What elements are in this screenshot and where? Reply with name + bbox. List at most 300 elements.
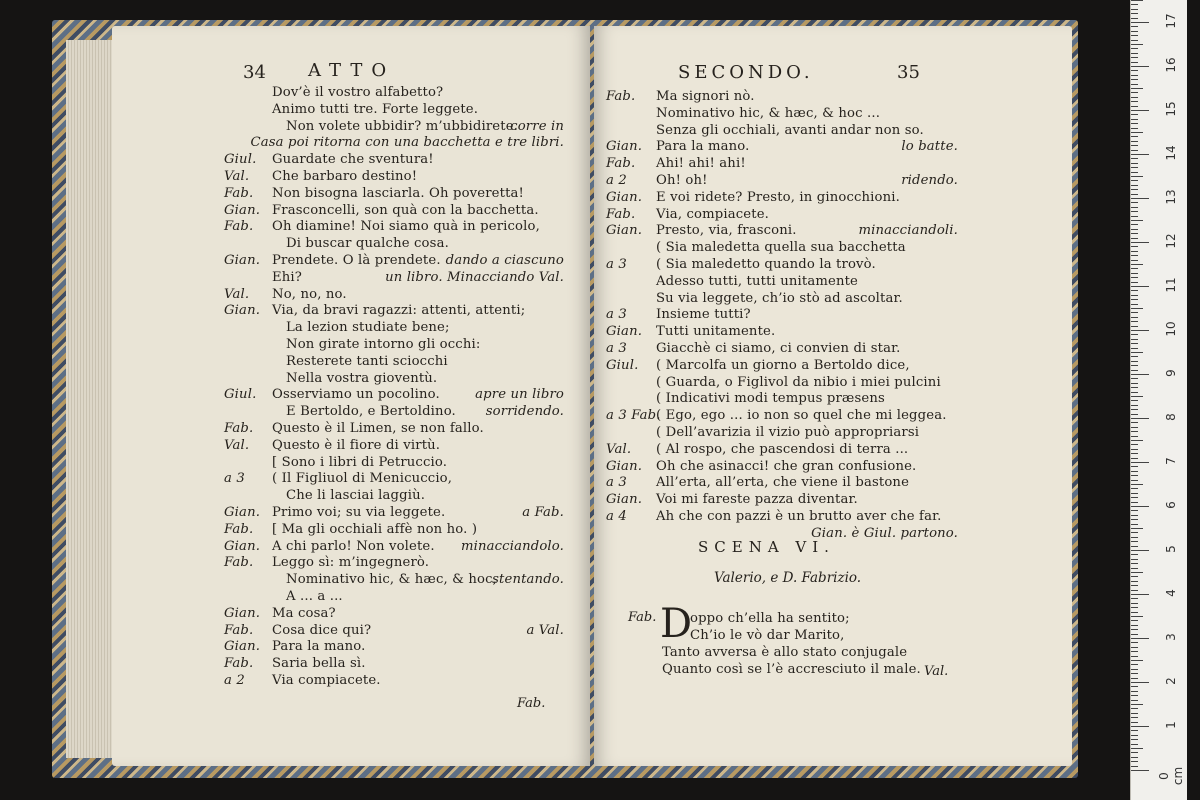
ruler-minor-tick bbox=[1131, 246, 1138, 247]
ruler-minor-tick bbox=[1131, 766, 1138, 767]
ruler-tick bbox=[1131, 462, 1149, 463]
ruler-minor-tick bbox=[1131, 493, 1138, 494]
ruler-minor-tick bbox=[1131, 691, 1138, 692]
verse-line: oppo ch’ella ha sentito; bbox=[690, 611, 850, 626]
ruler-minor-tick bbox=[1131, 409, 1138, 410]
ruler-minor-tick bbox=[1131, 84, 1138, 85]
ruler-minor-tick bbox=[1131, 35, 1138, 36]
speaker-label: Fab. bbox=[606, 206, 636, 222]
ruler-tick bbox=[1131, 682, 1149, 683]
ruler-tick bbox=[1131, 154, 1149, 155]
dialogue-text: Oh che asinacci! che gran confusione. bbox=[656, 458, 917, 474]
ruler-minor-tick bbox=[1131, 172, 1138, 173]
stage-direction: un libro. Minacciando Val. bbox=[385, 269, 564, 285]
ruler-tick bbox=[1131, 770, 1149, 771]
ruler-minor-tick bbox=[1131, 664, 1138, 665]
ruler-minor-tick bbox=[1131, 339, 1138, 340]
dialogue-text: A ... a ... bbox=[286, 589, 343, 604]
ruler-minor-tick bbox=[1131, 268, 1138, 269]
speaker-label: Val. bbox=[606, 441, 632, 457]
dialogue-text: A chi parlo! Non volete. bbox=[272, 538, 435, 554]
ruler-minor-tick bbox=[1131, 141, 1138, 142]
ruler-tick bbox=[1131, 22, 1149, 23]
ruler-minor-tick bbox=[1131, 673, 1138, 674]
ruler-minor-tick bbox=[1131, 150, 1138, 151]
ruler-minor-tick bbox=[1131, 559, 1138, 560]
ruler-minor-tick bbox=[1131, 44, 1143, 45]
dialogue-text: Voi mi fareste pazza diventar. bbox=[656, 492, 858, 508]
dialogue-text: Prendete. O là prendete. bbox=[272, 253, 441, 268]
ruler-minor-tick bbox=[1131, 255, 1138, 256]
verse-line: Ch’io le vò dar Marito, bbox=[690, 628, 845, 643]
ruler-label: 16 bbox=[1164, 57, 1178, 73]
ruler-minor-tick bbox=[1131, 158, 1138, 159]
ruler-minor-tick bbox=[1131, 312, 1138, 313]
speaker-label: Giul. bbox=[224, 152, 257, 168]
left-page-number: 34 bbox=[243, 62, 266, 83]
verse-line: Quanto così se l’è accresciuto il male. bbox=[662, 662, 921, 677]
ruler-tick bbox=[1131, 638, 1149, 639]
ruler-minor-tick bbox=[1131, 79, 1138, 80]
ruler-minor-tick bbox=[1131, 123, 1138, 124]
ruler-minor-tick bbox=[1131, 625, 1138, 626]
speaker-label: Gian. bbox=[224, 253, 261, 268]
speaker-label: a 2 bbox=[606, 173, 627, 188]
dialogue-text: Para la mano. bbox=[272, 639, 366, 655]
ruler-minor-tick bbox=[1131, 348, 1138, 349]
ruler-label: 3 bbox=[1164, 633, 1178, 641]
stage-direction: minacciandolo. bbox=[460, 538, 564, 554]
speaker-label: Val. bbox=[224, 169, 250, 184]
ruler-minor-tick bbox=[1131, 238, 1138, 239]
speaker-label: a 4 bbox=[606, 509, 627, 524]
speaker-label: Fab. bbox=[224, 185, 254, 201]
ruler-minor-tick bbox=[1131, 57, 1138, 58]
dialogue-text: [ Sono i libri di Petruccio. bbox=[272, 454, 448, 470]
ruler-minor-tick bbox=[1131, 572, 1143, 573]
ruler-minor-tick bbox=[1131, 75, 1138, 76]
stage-direction: stentando. bbox=[492, 572, 564, 588]
ruler-minor-tick bbox=[1131, 88, 1143, 89]
ruler-minor-tick bbox=[1131, 295, 1138, 296]
dialogue-text: Che barbaro destino! bbox=[272, 169, 418, 184]
left-catchword: Fab. bbox=[517, 696, 546, 711]
ruler-minor-tick bbox=[1131, 299, 1138, 300]
verse-speaker: Fab. bbox=[628, 610, 657, 625]
ruler-minor-tick bbox=[1131, 678, 1138, 679]
ruler-minor-tick bbox=[1131, 480, 1138, 481]
ruler-minor-tick bbox=[1131, 211, 1138, 212]
right-catchword: Val. bbox=[924, 664, 949, 679]
drop-cap: D bbox=[660, 601, 693, 647]
ruler-minor-tick bbox=[1131, 207, 1138, 208]
ruler-minor-tick bbox=[1131, 92, 1138, 93]
left-text-block bbox=[224, 26, 564, 766]
ruler-minor-tick bbox=[1131, 304, 1138, 305]
dialogue-text: All’erta, all’erta, che viene il bastone bbox=[656, 475, 910, 491]
dialogue-text: E Bertoldo, e Bertoldino. bbox=[286, 404, 456, 420]
ruler-minor-tick bbox=[1131, 167, 1138, 168]
scene-characters: Valerio, e D. Fabrizio. bbox=[714, 570, 862, 586]
ruler-minor-tick bbox=[1131, 101, 1138, 102]
ruler-minor-tick bbox=[1131, 216, 1138, 217]
ruler-minor-tick bbox=[1131, 713, 1138, 714]
ruler-minor-tick bbox=[1131, 757, 1138, 758]
ruler-tick bbox=[1131, 286, 1149, 287]
ruler-minor-tick bbox=[1131, 260, 1138, 261]
ruler-minor-tick bbox=[1131, 431, 1138, 432]
dialogue-text: Di buscar qualche cosa. bbox=[286, 236, 449, 252]
dialogue-text: ( Dell’avarizia il vizio può appropriarsi bbox=[656, 425, 920, 440]
speaker-label: Gian. bbox=[224, 202, 261, 218]
ruler-minor-tick bbox=[1131, 524, 1138, 525]
dialogue-text: Questo è il fiore di virtù. bbox=[272, 437, 441, 453]
ruler-minor-tick bbox=[1131, 484, 1143, 485]
stage-direction: a Fab. bbox=[522, 505, 564, 520]
dialogue-text: ( Al rospo, che pascendosi di terra ... bbox=[656, 441, 909, 457]
dialogue-text: Dov’è il vostro alfabetto? bbox=[272, 85, 444, 100]
ruler-minor-tick bbox=[1131, 651, 1138, 652]
ruler-minor-tick bbox=[1131, 343, 1138, 344]
ruler-minor-tick bbox=[1131, 26, 1138, 27]
ruler-minor-tick bbox=[1131, 356, 1138, 357]
dialogue-text: Presto, via, frasconi. bbox=[656, 223, 797, 239]
stage-direction: apre un libro bbox=[475, 387, 564, 403]
dialogue-text: Via compiacete. bbox=[272, 673, 381, 688]
ruler-minor-tick bbox=[1131, 471, 1138, 472]
dialogue-text: Oh diamine! Noi siamo quà in pericolo, bbox=[272, 219, 540, 235]
speaker-label: Fab. bbox=[224, 656, 254, 672]
ruler-minor-tick bbox=[1131, 620, 1138, 621]
ruler-minor-tick bbox=[1131, 220, 1143, 221]
ruler-minor-tick bbox=[1131, 453, 1138, 454]
left-running-head: ATTO bbox=[308, 60, 396, 81]
ruler-minor-tick bbox=[1131, 383, 1138, 384]
dialogue-text: Non bisogna lasciarla. Oh poveretta! bbox=[272, 185, 525, 201]
stage-direction: Gian. è Giul. partono. bbox=[811, 525, 958, 541]
dialogue-text: Che li lasciai laggiù. bbox=[286, 488, 426, 504]
ruler-minor-tick bbox=[1131, 387, 1138, 388]
ruler-label: 12 bbox=[1164, 233, 1178, 249]
ruler-minor-tick bbox=[1131, 568, 1138, 569]
speaker-label: Val. bbox=[224, 286, 250, 302]
speaker-label: Fab. bbox=[224, 555, 254, 571]
ruler-minor-tick bbox=[1131, 717, 1138, 718]
ruler-minor-tick bbox=[1131, 519, 1138, 520]
dialogue-text: Giacchè ci siamo, ci convien di star. bbox=[656, 341, 901, 356]
ruler-minor-tick bbox=[1131, 326, 1138, 327]
ruler-minor-tick bbox=[1131, 264, 1143, 265]
ruler-minor-tick bbox=[1131, 405, 1138, 406]
stage-direction: a Val. bbox=[526, 622, 564, 638]
ruler-minor-tick bbox=[1131, 277, 1138, 278]
ruler-minor-tick bbox=[1131, 598, 1138, 599]
ruler-tick bbox=[1131, 418, 1149, 419]
ruler-minor-tick bbox=[1131, 585, 1138, 586]
ruler-tick bbox=[1131, 726, 1149, 727]
ruler-minor-tick bbox=[1131, 392, 1138, 393]
ruler-minor-tick bbox=[1131, 378, 1138, 379]
ruler-minor-tick bbox=[1131, 365, 1138, 366]
ruler-minor-tick bbox=[1131, 497, 1138, 498]
ruler-minor-tick bbox=[1131, 515, 1138, 516]
speaker-label: Gian. bbox=[606, 458, 643, 474]
dialogue-text: Saria bella sì. bbox=[272, 656, 366, 672]
ruler-label: 4 bbox=[1164, 589, 1178, 597]
dialogue-text: Questo è il Limen, se non fallo. bbox=[272, 421, 484, 436]
ruler-minor-tick bbox=[1131, 748, 1143, 749]
stage-direction: sorridendo. bbox=[485, 404, 564, 420]
ruler-minor-tick bbox=[1131, 97, 1138, 98]
speaker-label: a 3 bbox=[224, 471, 245, 487]
ruler-minor-tick bbox=[1131, 132, 1143, 133]
ruler-minor-tick bbox=[1131, 321, 1138, 322]
ruler-minor-tick bbox=[1131, 53, 1138, 54]
dialogue-text: Ehi? bbox=[272, 269, 303, 285]
speaker-label: Fab. bbox=[224, 622, 254, 638]
dialogue-text: Nominativo hic, & hæc, & hoc ... bbox=[656, 105, 881, 121]
ruler-minor-tick bbox=[1131, 334, 1138, 335]
ruler-minor-tick bbox=[1131, 128, 1138, 129]
ruler-minor-tick bbox=[1131, 0, 1143, 1]
stage-direction: corre in bbox=[510, 118, 564, 134]
ruler-minor-tick bbox=[1131, 194, 1138, 195]
dialogue-text: Leggo sì: m’ingegnerò. bbox=[272, 555, 430, 571]
dialogue-text: No, no, no. bbox=[272, 286, 347, 302]
ruler-minor-tick bbox=[1131, 361, 1138, 362]
ruler-label: 9 bbox=[1164, 369, 1178, 377]
ruler-minor-tick bbox=[1131, 9, 1138, 10]
dialogue-text: Cosa dice qui? bbox=[272, 622, 372, 638]
speaker-label: a 3 bbox=[606, 257, 627, 272]
ruler-minor-tick bbox=[1131, 537, 1138, 538]
ruler-minor-tick bbox=[1131, 436, 1138, 437]
ruler-minor-tick bbox=[1131, 400, 1138, 401]
dialogue-text: Guardate che sventura! bbox=[272, 152, 434, 168]
ruler-minor-tick bbox=[1131, 251, 1138, 252]
ruler-minor-tick bbox=[1131, 563, 1138, 564]
ruler-minor-tick bbox=[1131, 744, 1138, 745]
speaker-label: Gian. bbox=[224, 505, 261, 520]
ruler-minor-tick bbox=[1131, 427, 1138, 428]
ruler-minor-tick bbox=[1131, 546, 1138, 547]
ruler-minor-tick bbox=[1131, 475, 1138, 476]
ruler-minor-tick bbox=[1131, 119, 1138, 120]
dialogue-text: Ahi! ahi! ahi! bbox=[656, 156, 746, 172]
speaker-label: Gian. bbox=[606, 139, 643, 155]
dialogue-text: Su via leggete, ch’io stò ad ascoltar. bbox=[656, 290, 903, 306]
measuring-ruler bbox=[1130, 0, 1187, 800]
ruler-label: 0 cm bbox=[1157, 766, 1185, 786]
ruler-minor-tick bbox=[1131, 730, 1138, 731]
ruler-minor-tick bbox=[1131, 739, 1138, 740]
ruler-minor-tick bbox=[1131, 722, 1138, 723]
ruler-minor-tick bbox=[1131, 752, 1138, 753]
ruler-label: 11 bbox=[1164, 277, 1178, 293]
speaker-label: Gian. bbox=[606, 189, 643, 205]
dialogue-text: ( Sia maledetta quella sua bacchetta bbox=[656, 240, 906, 256]
ruler-minor-tick bbox=[1131, 612, 1138, 613]
ruler-tick bbox=[1131, 506, 1149, 507]
ruler-minor-tick bbox=[1131, 502, 1138, 503]
ruler-minor-tick bbox=[1131, 581, 1138, 582]
ruler-minor-tick bbox=[1131, 189, 1138, 190]
ruler-minor-tick bbox=[1131, 185, 1138, 186]
speaker-label: Gian. bbox=[606, 492, 643, 508]
ruler-minor-tick bbox=[1131, 642, 1138, 643]
dialogue-text: Ah che con pazzi è un brutto aver che far. bbox=[656, 509, 942, 524]
dialogue-text: ( Il Figliuol di Menicuccio, bbox=[272, 471, 453, 487]
ruler-tick bbox=[1131, 242, 1149, 243]
dialogue-text: Nominativo hic, & hæc, & hoc, bbox=[286, 572, 498, 588]
dialogue-text: ( Indicativi modi tempus præsens bbox=[656, 391, 885, 407]
speaker-label: a 3 bbox=[606, 307, 627, 323]
ruler-minor-tick bbox=[1131, 414, 1138, 415]
dialogue-text: Non volete ubbidir? m’ubbidirete. bbox=[286, 118, 518, 134]
ruler-minor-tick bbox=[1131, 31, 1138, 32]
ruler-minor-tick bbox=[1131, 576, 1138, 577]
ruler-minor-tick bbox=[1131, 660, 1143, 661]
ruler-minor-tick bbox=[1131, 163, 1138, 164]
dialogue-text: Adesso tutti, tutti unitamente bbox=[656, 273, 859, 289]
ruler-label: 8 bbox=[1164, 413, 1178, 421]
ruler-tick bbox=[1131, 330, 1149, 331]
dialogue-text: Resterete tanti sciocchi bbox=[286, 353, 448, 369]
right-page-number: 35 bbox=[897, 62, 920, 83]
ruler-minor-tick bbox=[1131, 510, 1138, 511]
speaker-label: a 3 bbox=[606, 475, 627, 491]
speaker-label: Fab. bbox=[224, 421, 254, 436]
ruler-minor-tick bbox=[1131, 634, 1138, 635]
speaker-label: Gian. bbox=[224, 303, 261, 319]
dialogue-text: Via, compiacete. bbox=[656, 206, 769, 222]
speaker-label: a 2 bbox=[224, 673, 245, 688]
dialogue-text: Oh! oh! bbox=[656, 173, 708, 188]
dialogue-text: Via, da bravi ragazzi: attenti, attenti; bbox=[272, 303, 526, 319]
stage-direction: dando a ciascuno bbox=[445, 253, 564, 268]
stage-direction: Casa poi ritorna con una bacchetta e tre libri. bbox=[250, 135, 564, 151]
ruler-minor-tick bbox=[1131, 629, 1138, 630]
ruler-minor-tick bbox=[1131, 282, 1138, 283]
ruler-minor-tick bbox=[1131, 13, 1138, 14]
ruler-minor-tick bbox=[1131, 695, 1138, 696]
ruler-minor-tick bbox=[1131, 422, 1138, 423]
ruler-tick bbox=[1131, 550, 1149, 551]
ruler-tick bbox=[1131, 374, 1149, 375]
ruler-minor-tick bbox=[1131, 590, 1138, 591]
speaker-label: Giul. bbox=[606, 357, 639, 373]
ruler-tick bbox=[1131, 198, 1149, 199]
ruler-minor-tick bbox=[1131, 532, 1138, 533]
ruler-label: 2 bbox=[1164, 677, 1178, 685]
ruler-minor-tick bbox=[1131, 616, 1143, 617]
ruler-minor-tick bbox=[1131, 176, 1143, 177]
ruler-label: 6 bbox=[1164, 501, 1178, 509]
ruler-minor-tick bbox=[1131, 440, 1143, 441]
dialogue-text: Ma signori nò. bbox=[656, 89, 755, 104]
ruler-minor-tick bbox=[1131, 735, 1138, 736]
ruler-minor-tick bbox=[1131, 18, 1138, 19]
ruler-minor-tick bbox=[1131, 62, 1138, 63]
ruler-minor-tick bbox=[1131, 603, 1138, 604]
speaker-label: Gian. bbox=[606, 223, 643, 239]
stage-direction: minacciandoli. bbox=[858, 223, 958, 239]
ruler-minor-tick bbox=[1131, 396, 1143, 397]
dialogue-text: Insieme tutti? bbox=[656, 307, 751, 323]
ruler-minor-tick bbox=[1131, 114, 1138, 115]
scene-title: SCENA VI. bbox=[698, 538, 835, 556]
ruler-minor-tick bbox=[1131, 647, 1138, 648]
ruler-minor-tick bbox=[1131, 4, 1138, 5]
dialogue-text: Osserviamo un pocolino. bbox=[272, 387, 440, 403]
ruler-minor-tick bbox=[1131, 145, 1138, 146]
dialogue-text: ( Ego, ego ... io non so quel che mi leggea. bbox=[656, 408, 947, 424]
ruler-label: 1 bbox=[1164, 721, 1178, 729]
ruler-label: 15 bbox=[1164, 101, 1178, 117]
ruler-minor-tick bbox=[1131, 700, 1138, 701]
ruler-minor-tick bbox=[1131, 180, 1138, 181]
speaker-label: Gian. bbox=[606, 324, 643, 340]
speaker-label: Fab. bbox=[606, 156, 636, 172]
ruler-tick bbox=[1131, 594, 1149, 595]
speaker-label: Giul. bbox=[224, 387, 257, 403]
ruler-minor-tick bbox=[1131, 449, 1138, 450]
ruler-minor-tick bbox=[1131, 233, 1138, 234]
dialogue-text: Nella vostra gioventù. bbox=[286, 370, 438, 386]
ruler-label: 5 bbox=[1164, 545, 1178, 553]
ruler-minor-tick bbox=[1131, 528, 1143, 529]
ruler-minor-tick bbox=[1131, 70, 1138, 71]
stage-direction: ridendo. bbox=[901, 173, 958, 188]
ruler-label: 10 bbox=[1164, 321, 1178, 337]
ruler-minor-tick bbox=[1131, 466, 1138, 467]
ruler-tick bbox=[1131, 66, 1149, 67]
ruler-minor-tick bbox=[1131, 317, 1138, 318]
ruler-minor-tick bbox=[1131, 106, 1138, 107]
ruler-minor-tick bbox=[1131, 704, 1143, 705]
dialogue-text: Tutti unitamente. bbox=[656, 324, 776, 340]
dialogue-text: [ Ma gli occhiali affè non ho. ) bbox=[272, 521, 478, 537]
speaker-label: Fab. bbox=[224, 219, 254, 235]
speaker-label: Gian. bbox=[224, 639, 261, 655]
dialogue-text: ( Marcolfa un giorno a Bertoldo dice, bbox=[656, 357, 910, 373]
dialogue-text: Senza gli occhiali, avanti andar non so. bbox=[656, 122, 924, 138]
ruler-minor-tick bbox=[1131, 273, 1138, 274]
dialogue-text: Frasconcelli, son quà con la bacchetta. bbox=[272, 202, 539, 218]
ruler-minor-tick bbox=[1131, 48, 1138, 49]
ruler-minor-tick bbox=[1131, 554, 1138, 555]
stage-direction: lo batte. bbox=[901, 139, 958, 155]
ruler-minor-tick bbox=[1131, 352, 1143, 353]
right-running-head: SECONDO. bbox=[678, 62, 814, 83]
speaker-label: Fab. bbox=[606, 89, 636, 104]
ruler-minor-tick bbox=[1131, 40, 1138, 41]
ruler-minor-tick bbox=[1131, 488, 1138, 489]
ruler-tick bbox=[1131, 110, 1149, 111]
dialogue-text: Ma cosa? bbox=[272, 605, 336, 621]
left-page bbox=[112, 26, 590, 766]
dialogue-text: ( Sia maledetto quando la trovò. bbox=[656, 257, 876, 272]
ruler-minor-tick bbox=[1131, 444, 1138, 445]
ruler-minor-tick bbox=[1131, 541, 1138, 542]
ruler-minor-tick bbox=[1131, 370, 1138, 371]
dialogue-text: Primo voi; su via leggete. bbox=[272, 505, 446, 520]
ruler-minor-tick bbox=[1131, 224, 1138, 225]
speaker-label: a 3 bbox=[606, 341, 627, 356]
page-edges bbox=[66, 40, 112, 758]
ruler-label: 13 bbox=[1164, 189, 1178, 205]
ruler-minor-tick bbox=[1131, 308, 1143, 309]
